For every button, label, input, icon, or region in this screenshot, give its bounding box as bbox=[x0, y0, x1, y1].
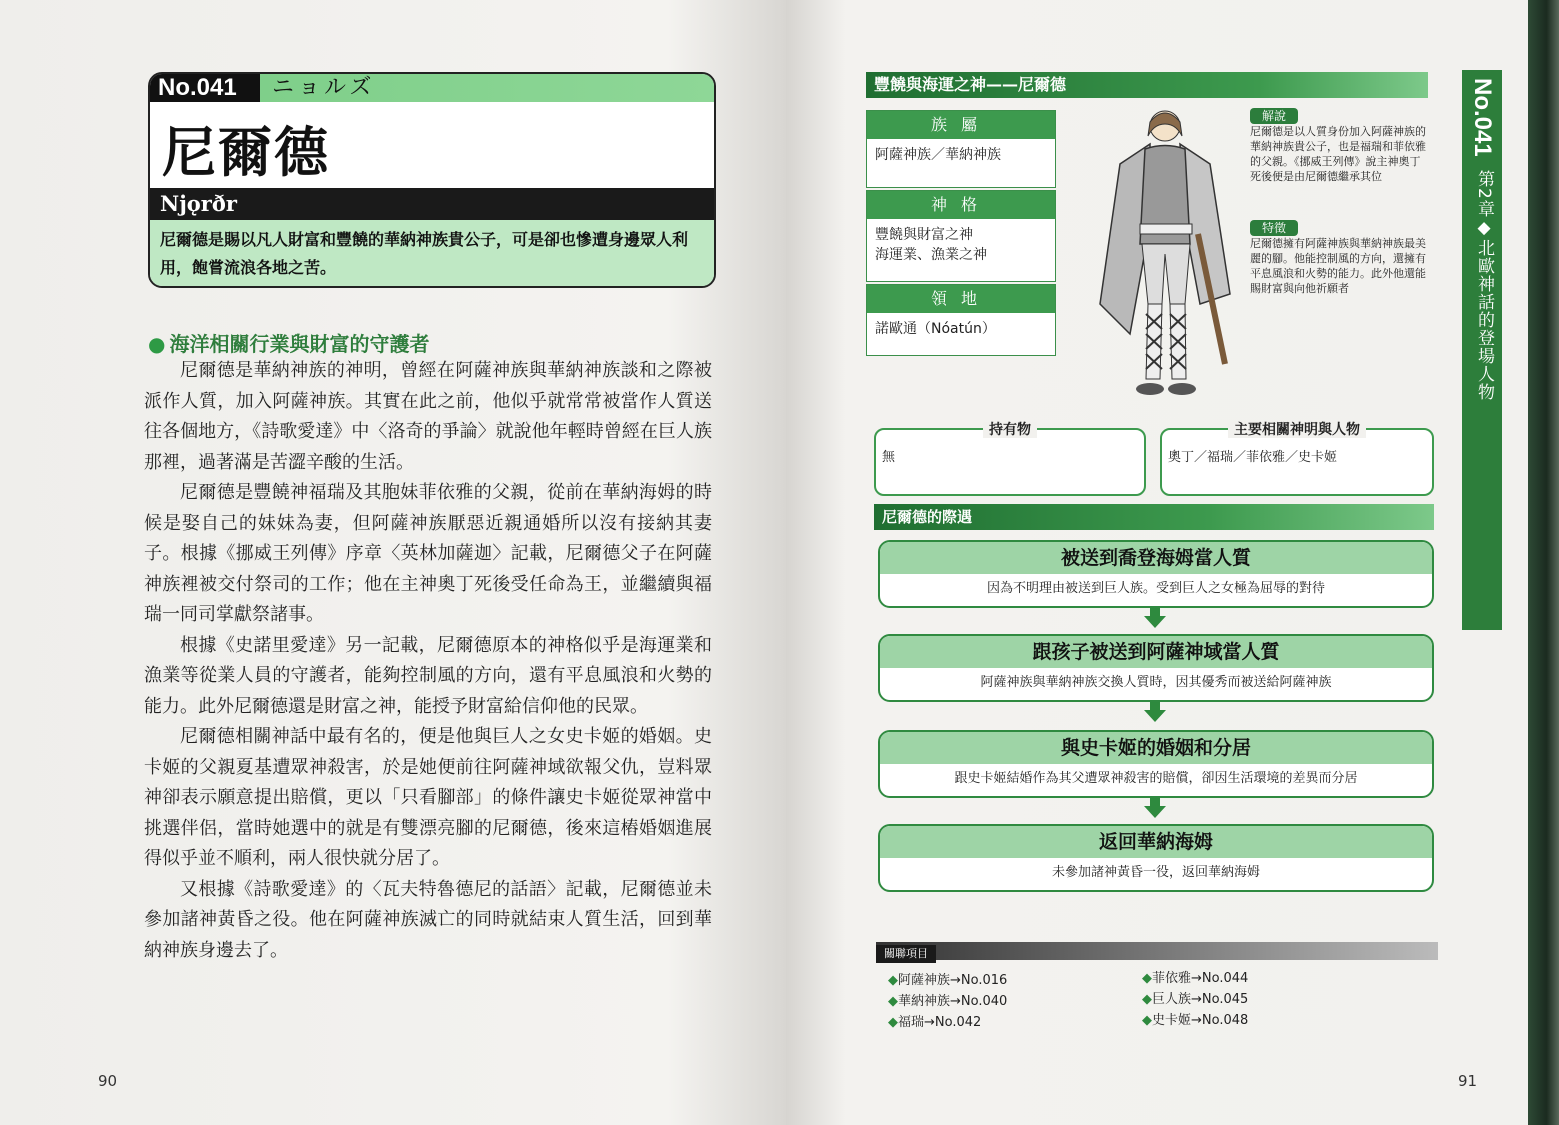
feature-note bbox=[1250, 220, 1428, 296]
page-number-left: 90 bbox=[98, 1072, 118, 1090]
chapter-side-tab bbox=[1462, 70, 1502, 630]
profile-header: 豐饒與海運之神——尼爾德 bbox=[866, 72, 1428, 98]
info-box-tribe bbox=[866, 110, 1056, 188]
tab-chapter-title: 第2章◆北歐神話的登場人物 bbox=[1474, 170, 1494, 401]
event-box bbox=[878, 634, 1434, 702]
diamond-icon: ◆ bbox=[888, 994, 898, 1009]
njord-illustration-icon bbox=[1090, 104, 1240, 404]
event-title: 跟孩子被送到阿薩神域當人質 bbox=[880, 636, 1432, 668]
info-value: 豐饒與財富之神 海運業、漁業之神 bbox=[875, 227, 987, 263]
info-label: 族屬 bbox=[867, 111, 1055, 139]
entry-kana: ニョルズ bbox=[272, 75, 376, 100]
paragraph: 又根據《詩歌愛達》的〈瓦夫特魯德尼的話語〉記載，尼爾德並未參加諸神黃昏之役。他在阿薩神族滅亡的同時就結束人質生活，回到華納神族身邊去了。 bbox=[144, 878, 712, 961]
event-title: 返回華納海姆 bbox=[880, 826, 1432, 858]
possessions-box bbox=[874, 422, 1146, 496]
possessions-label: 持有物 bbox=[983, 422, 1037, 438]
related-items-header bbox=[876, 942, 1438, 960]
diamond-icon: ◆ bbox=[1142, 992, 1152, 1007]
related-figures-box bbox=[1160, 422, 1434, 496]
event-description: 因為不明理由被送到巨人族。受到巨人之女極為屈辱的對待 bbox=[986, 581, 1325, 596]
related-figures-value: 奧丁／福瑞／菲依雅／史卡姬 bbox=[1168, 450, 1338, 465]
possessions-value: 無 bbox=[882, 450, 896, 465]
event-title: 被送到喬登海姆當人質 bbox=[880, 542, 1432, 574]
related-item-link[interactable]: ◆福瑞→No.042 bbox=[888, 1015, 982, 1030]
diamond-icon: ◆ bbox=[1142, 971, 1152, 986]
event-description: 未參加諸神黃昏一役，返回華納海姆 bbox=[1051, 865, 1260, 880]
explanation-text: 尼爾德是以人質身份加入阿薩神族的華納神族貴公子，也是福瑞和菲依雅的父親。《挪威王列傳》說主神奧丁死後便是由尼爾德繼承其位 bbox=[1250, 125, 1426, 183]
diamond-icon: ◆ bbox=[888, 1015, 898, 1030]
diamond-icon: ◆ bbox=[888, 973, 898, 988]
tab-entry-number: No.041 bbox=[1469, 78, 1496, 157]
entry-summary: 尼爾德是賜以凡人財富和豐饒的華納神族貴公子，可是卻也慘遭身邊眾人利用，飽嘗流浪各地之苦。 bbox=[150, 220, 714, 286]
event-description: 跟史卡姬結婚作為其父遭眾神殺害的賠償，卻因生活環境的差異而分居 bbox=[954, 771, 1358, 786]
down-arrow-icon bbox=[1144, 608, 1166, 628]
related-figures-label: 主要相關神明與人物 bbox=[1228, 422, 1366, 438]
section-heading: ● 海洋相關行業與財富的守護者 bbox=[148, 332, 430, 356]
encounters-header: 尼爾德的際遇 bbox=[874, 504, 1434, 530]
entry-number-bar bbox=[150, 74, 714, 102]
book-cover-edge bbox=[1528, 0, 1559, 1125]
related-items-right bbox=[1142, 968, 1248, 1031]
down-arrow-icon bbox=[1144, 798, 1166, 818]
down-arrow-icon bbox=[1144, 702, 1166, 722]
paragraph: 尼爾德是豐饒神福瑞及其胞妹菲依雅的父親，從前在華納海姆的時候是娶自己的妹妹為妻，但阿薩神族厭惡近親通婚所以沒有接納其妻子。根據《挪威王列傳》序章〈英林加薩迦〉記載，尼爾德父子在阿薩神族裡被交付祭司的工作；他在主神奧丁死後受任命為王，並繼續與福瑞一同司掌獻祭諸事。 bbox=[144, 482, 712, 625]
related-item-link[interactable]: ◆華納神族→No.040 bbox=[888, 994, 1008, 1009]
info-label: 領地 bbox=[867, 285, 1055, 313]
bullet-icon: ● bbox=[148, 332, 166, 356]
paragraph: 根據《史諾里愛達》另一記載，尼爾德原本的神格似乎是海運業和漁業等從業人員的守護者，能夠控制風的方向，還有平息風浪和火勢的能力。此外尼爾德還是財富之神，能授予財富給信仰他的民眾。 bbox=[144, 634, 712, 717]
info-label: 神格 bbox=[867, 191, 1055, 219]
info-box-divinity bbox=[866, 190, 1056, 282]
paragraph: 尼爾德是華納神族的神明，曾經在阿薩神族與華納神族談和之際被派作人質，加入阿薩神族。其實在此之前，他似乎就常常被當作人質送往各個地方，《詩歌愛達》中〈洛奇的爭論〉就說他年輕時曾經在巨人族那裡，過著滿是苦澀辛酸的生活。 bbox=[144, 360, 712, 473]
page-number-right: 91 bbox=[1458, 1072, 1478, 1090]
event-title: 與史卡姬的婚姻和分居 bbox=[880, 732, 1432, 764]
entry-number: No.041 bbox=[158, 74, 237, 101]
feature-text: 尼爾德擁有阿薩神族與華納神族最美麗的腳。他能控制風的方向，還擁有平息風浪和火勢的能力。此外他還能賜財富與向他祈願者 bbox=[1250, 237, 1426, 295]
event-box bbox=[878, 824, 1434, 892]
related-item-link[interactable]: ◆阿薩神族→No.016 bbox=[888, 973, 1008, 988]
related-item-link[interactable]: ◆史卡姬→No.048 bbox=[1142, 1013, 1249, 1028]
related-items-left bbox=[888, 970, 1007, 1033]
event-box bbox=[878, 730, 1434, 798]
feature-label: 特徵 bbox=[1250, 220, 1298, 236]
entry-title: 尼爾德 bbox=[162, 120, 330, 184]
related-items-title: 關聯項目 bbox=[876, 945, 936, 963]
related-item-link[interactable]: ◆巨人族→No.045 bbox=[1142, 992, 1249, 1007]
diamond-icon: ◆ bbox=[1142, 1013, 1152, 1028]
info-box-domain bbox=[866, 284, 1056, 356]
explanation-note bbox=[1250, 108, 1428, 184]
entry-latin-name: Njǫrðr bbox=[150, 188, 714, 220]
paragraph: 尼爾德相關神話中最有名的，便是他與巨人之女史卡姬的婚姻。史卡姬的父親夏基遭眾神殺害，於是她便前往阿薩神域欲報父仇，豈料眾神卻表示願意提出賠償，更以「只看腳部」的條件讓史卡姬從眾神當中挑選伴侶，當時她選中的就是有雙漂亮腳的尼爾德，後來這樁婚姻進展得似乎並不順利，兩人很快就分居了。 bbox=[144, 726, 712, 869]
info-value: 諾歐通（Nóatún） bbox=[875, 321, 996, 337]
event-box bbox=[878, 540, 1434, 608]
body-text bbox=[144, 356, 712, 966]
explanation-label: 解說 bbox=[1250, 108, 1298, 124]
info-value: 阿薩神族／華納神族 bbox=[875, 147, 1001, 163]
entry-title-box bbox=[148, 72, 716, 288]
related-item-link[interactable]: ◆菲依雅→No.044 bbox=[1142, 971, 1249, 986]
event-description: 阿薩神族與華納神族交換人質時，因其優秀而被送給阿薩神族 bbox=[980, 675, 1332, 690]
